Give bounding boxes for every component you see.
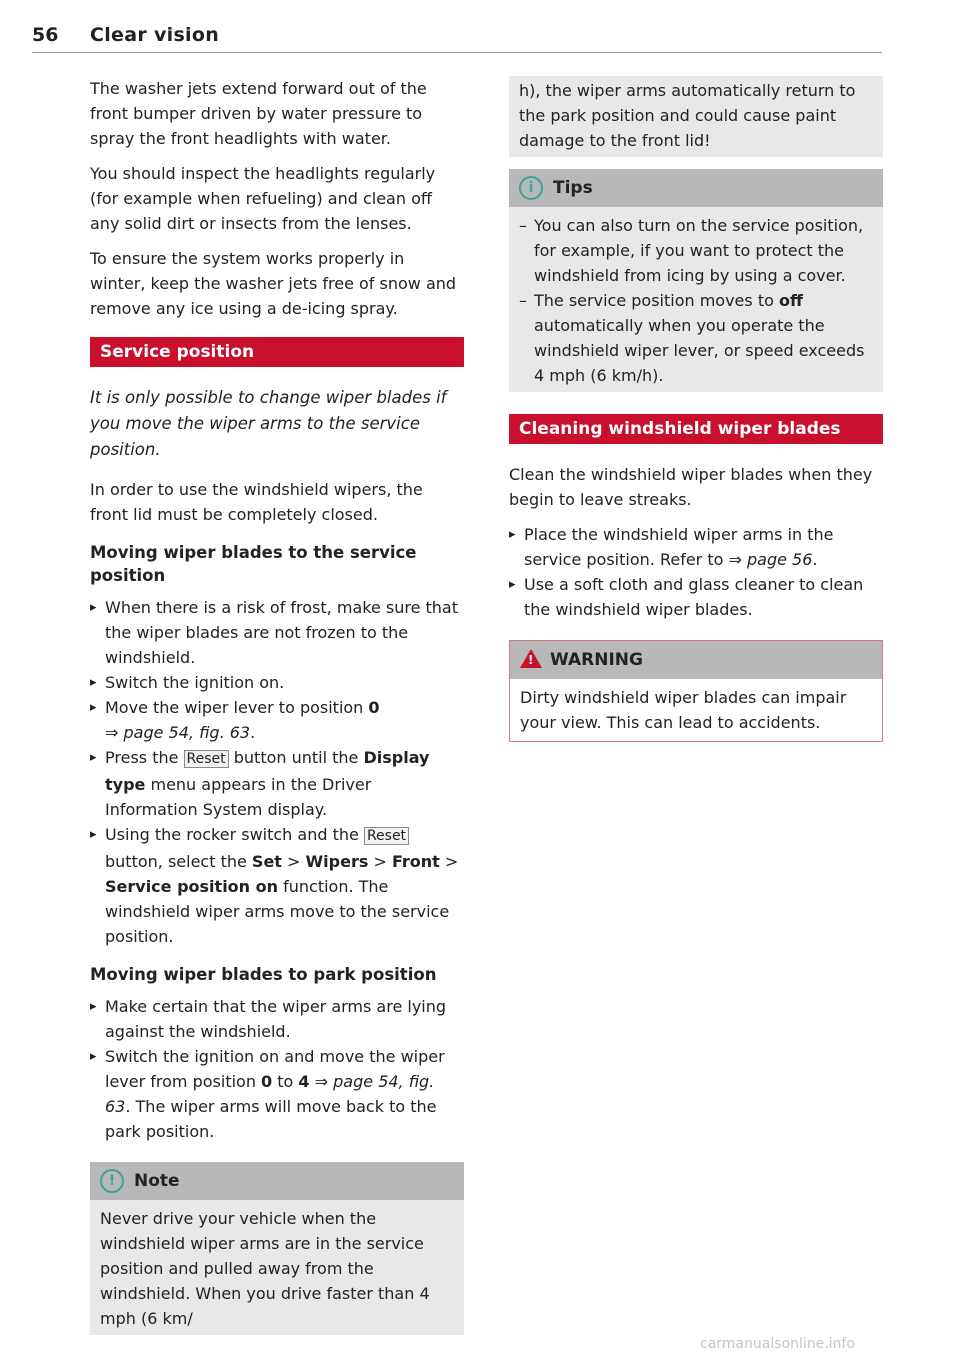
paragraph-inspect: You should inspect the headlights regularly (for example when refueling) and clean off any solid dirt or insects from the lenses. [90, 164, 436, 233]
list-item [519, 288, 873, 388]
note-continuation: h), the wiper arms automatically return to the park position and could cause paint damage to the front lid! [509, 76, 883, 157]
page-number: 56 [32, 24, 59, 46]
warning-body: Dirty windshield wiper blades can impair your view. This can lead to accidents. [520, 688, 847, 732]
intro-text: It is only possible to change wiper blades if you move the wiper arms to the service position. [90, 388, 447, 459]
tip-text: You can also turn on the service position, for example, if you want to protect the windshield from icing by using a cover. [534, 216, 864, 285]
right-column [509, 76, 883, 742]
warning-header [510, 641, 882, 679]
menu-path-set: Set [251, 852, 282, 871]
paragraph-washer-jets: The washer jets extend forward out of the front bumper driven by water pressure to spray the front headlights with water. [90, 79, 427, 148]
list-item [509, 522, 883, 572]
step-text: Using the rocker switch and the [105, 825, 364, 844]
warning-box [509, 640, 883, 742]
warning-title: WARNING [550, 650, 643, 670]
paragraph-winter: To ensure the system works properly in winter, keep the washer jets free of snow and remove any ice using a de-icing spray. [90, 249, 457, 318]
cleaning-steps-list [509, 522, 883, 622]
tip-text: The service position moves to [534, 291, 779, 310]
paragraph-front-lid: In order to use the windshield wipers, the front lid must be completely closed. [90, 480, 423, 524]
menu-path-service-position: Service position on [105, 877, 279, 896]
watermark: carmanualsonline.info [700, 1336, 855, 1352]
page-header [32, 22, 882, 53]
step-text: Switch the ignition on. [105, 673, 285, 692]
list-item [90, 822, 464, 949]
tips-box [509, 169, 883, 392]
menu-separator: > [439, 852, 459, 871]
list-item [90, 695, 464, 745]
step-text: . The wiper arms will move back to the park position. [105, 1097, 437, 1141]
step-text: . [250, 723, 256, 742]
list-item [90, 1044, 464, 1144]
menu-path-wipers: Wipers [305, 852, 369, 871]
step-text: Press the [105, 748, 184, 767]
warning-icon-glyph: ! [528, 652, 534, 667]
step-text: menu appears in the Driver Information System display. [105, 775, 372, 819]
page-reference-link[interactable]: ⇒ page 54, fig. 63 [105, 723, 251, 742]
menu-separator: > [368, 852, 392, 871]
exclamation-circle-icon: ! [100, 1169, 124, 1193]
note-body: Never drive your vehicle when the windshield wiper arms are in the service position and pulled away from the windshield. When you drive faster than 4 mph (6 km/ [90, 1200, 464, 1335]
list-item [519, 213, 873, 288]
list-item [90, 670, 464, 695]
note-title: Note [134, 1171, 180, 1191]
step-text: Make certain that the wiper arms are lying against the windshield. [105, 997, 447, 1041]
step-text: button, select the [105, 852, 252, 871]
step-text: to [272, 1072, 299, 1091]
menu-name: Display type [105, 748, 430, 794]
paragraph-streaks: Clean the windshield wiper blades when they begin to leave streaks. [509, 465, 873, 509]
tips-body [509, 207, 883, 392]
list-item [509, 572, 883, 622]
page-reference-link[interactable]: ⇒ page 56 [728, 550, 813, 569]
page-reference-link[interactable]: ⇒ page 54, fig. 63 [105, 1072, 435, 1116]
list-item [90, 994, 464, 1044]
off-value: off [778, 291, 803, 310]
tips-header [509, 169, 883, 207]
note-box [90, 1162, 464, 1335]
heading-park-position: Moving wiper blades to park position [90, 965, 437, 984]
step-text: Switch the ignition on and move the wiper lever from position [105, 1047, 445, 1091]
position-value: 0 [368, 698, 380, 717]
tip-text: automatically when you operate the windshield wiper lever, or speed exceeds 4 mph (6 km/h). [534, 316, 865, 385]
step-text: Use a soft cloth and glass cleaner to clean the windshield wiper blades. [524, 575, 864, 619]
park-steps-list [90, 994, 464, 1144]
step-text: Move the wiper lever to position [105, 698, 369, 717]
section-title-cleaning: Cleaning windshield wiper blades [509, 414, 883, 444]
heading-service-position: Moving wiper blades to the service position [90, 543, 417, 585]
menu-path-front: Front [391, 852, 440, 871]
step-text: Place the windshield wiper arms in the service position. Refer to [524, 525, 834, 569]
position-value: 4 [298, 1072, 310, 1091]
reset-key-label: Reset [364, 827, 409, 845]
list-item [90, 745, 464, 822]
reset-key-label: Reset [184, 750, 229, 768]
warning-triangle-icon [520, 649, 542, 668]
menu-separator: > [281, 852, 306, 871]
step-text: . [812, 550, 818, 569]
tips-title: Tips [553, 178, 593, 198]
left-column [90, 76, 464, 1335]
chapter-title: Clear vision [90, 24, 220, 46]
step-text: When there is a risk of frost, make sure that the wiper blades are not frozen to the windshield. [105, 598, 458, 667]
step-text: button until the [228, 748, 364, 767]
step-text: function. The windshield wiper arms move to the service position. [105, 877, 450, 946]
list-item [90, 595, 464, 670]
tips-list [519, 213, 873, 388]
info-circle-icon: i [519, 176, 543, 200]
service-steps-list [90, 595, 464, 949]
position-value: 0 [261, 1072, 273, 1091]
note-header [90, 1162, 464, 1200]
section-title-service-position: Service position [90, 337, 464, 367]
